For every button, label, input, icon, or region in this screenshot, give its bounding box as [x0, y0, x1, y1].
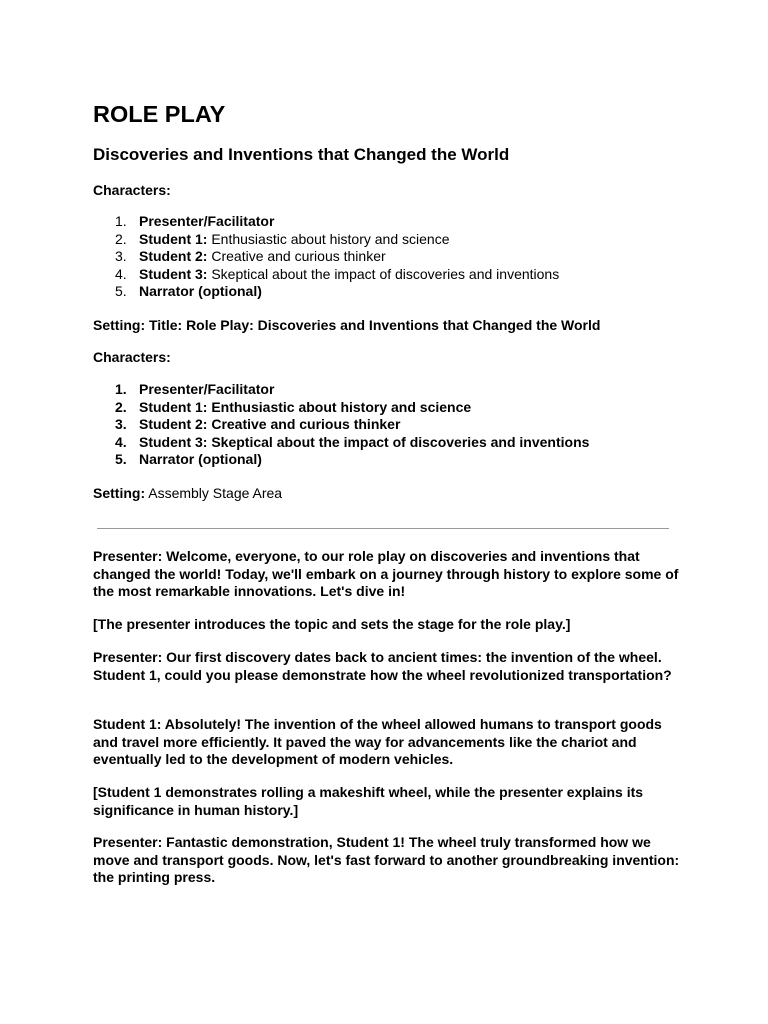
stage-direction: [Student 1 demonstrates rolling a makeshift wheel, while the presenter explains its significance in human history.]: [93, 784, 644, 818]
dialogue-paragraph: Student 1: Absolutely! The invention of the wheel allowed humans to transport goods and travel more efficiently. It paved the way for advancements like the chariot and eventually led to the development of modern vehicles.: [93, 716, 662, 768]
setting-title-line: Setting: Title: Role Play: Discoveries and Inventions that Changed the World: [93, 317, 601, 333]
setting-label: Setting:: [93, 485, 146, 501]
dialogue-paragraph: Presenter: Fantastic demonstration, Student 1! The wheel truly transformed how we move and transport goods. Now, let's fast forward to another groundbreaking invention: the printing press.: [93, 834, 680, 886]
characters-list: [93, 381, 589, 469]
list-item: 3. Student 2: Creative and curious thinker: [115, 248, 386, 265]
document-title: ROLE PLAY: [93, 101, 226, 127]
list-item: 4. Student 3: Skeptical about the impact of discoveries and inventions: [115, 265, 560, 282]
setting-value: Assembly Stage Area: [145, 485, 283, 501]
characters-label: Characters:: [93, 182, 171, 198]
list-item: 3. Student 2: Creative and curious thinker: [115, 416, 401, 433]
characters-list: [93, 213, 559, 301]
list-item: 2. Student 1: Enthusiastic about history and science: [115, 398, 472, 415]
list-item: 4. Student 3: Skeptical about the impact of discoveries and inventions: [115, 433, 590, 450]
document-subtitle: Discoveries and Inventions that Changed the World: [93, 145, 510, 164]
stage-direction: [The presenter introduces the topic and sets the stage for the role play.]: [93, 616, 571, 632]
dialogue-paragraph: Presenter: Our first discovery dates back to ancient times: the invention of the wheel. Student 1, could you please demonstrate how the wheel revolutionized transportation?: [93, 649, 672, 683]
list-item: 1. Presenter/Facilitator: [115, 213, 275, 229]
characters-label: Characters:: [93, 349, 171, 365]
setting-line: [93, 484, 282, 502]
list-item: 5. Narrator (optional): [115, 283, 262, 300]
list-item: 5. Narrator (optional): [115, 451, 262, 468]
list-item: 1. Presenter/Facilitator: [115, 381, 275, 397]
dialogue-paragraph: Presenter: Welcome, everyone, to our role play on discoveries and inventions that changed the world! Today, we'll embark on a journey through history to explore some of the most remarkable innovations. Let's dive in!: [93, 548, 679, 600]
horizontal-divider: [97, 528, 669, 529]
list-item: 2. Student 1: Enthusiastic about history and science: [115, 230, 450, 247]
